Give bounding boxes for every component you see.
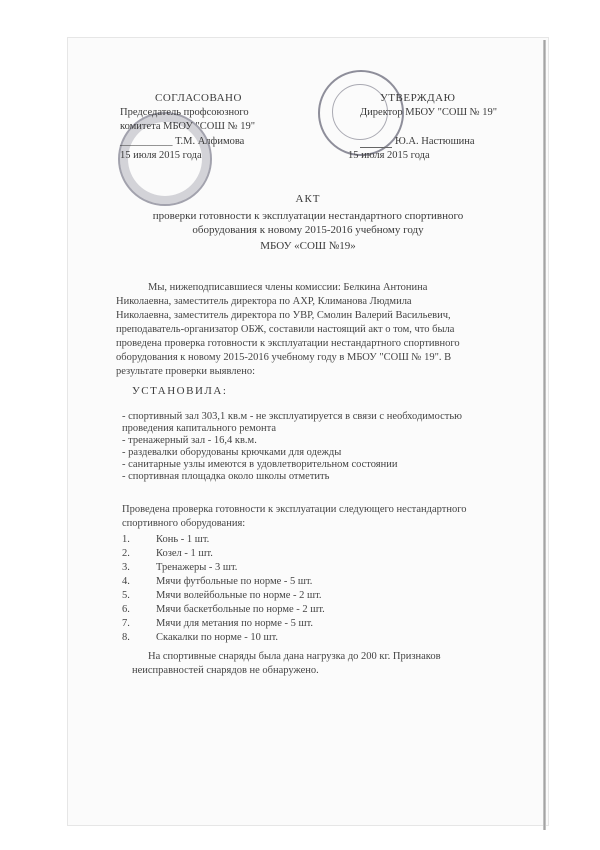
paragraph-line: Николаевна, заместитель директора по УВР, Смолин Валерий Васильевич, <box>116 310 451 321</box>
paragraph-line: Мы, нижеподписавшиеся члены комиссии: Белкина Антонина <box>148 282 428 293</box>
approval-right-line: Ю.А. Настюшина <box>395 136 475 147</box>
item-text: Мячи для метания по норме - 5 шт. <box>156 618 313 629</box>
finding-line: - санитарные узлы имеются в удовлетворительном состоянии <box>122 459 398 470</box>
finding-line: - раздевалки оборудованы крючками для одежды <box>122 447 342 458</box>
approval-left-line: __________ Т.М. Алфимова <box>120 136 245 147</box>
document-title: АКТ <box>295 193 321 205</box>
paragraph-line: Николаевна, заместитель директора по АХР, Климанова Людмила <box>116 296 412 307</box>
approval-right-heading: УТВЕРЖДАЮ <box>380 92 456 104</box>
paragraph-line: проведена проверка готовности к эксплуатации нестандартного спортивного <box>116 338 460 349</box>
item-number: 5. <box>122 590 130 601</box>
page-edge-shadow <box>543 40 546 830</box>
approval-right-line: Директор МБОУ "СОШ № 19" <box>360 107 498 118</box>
item-number: 6. <box>122 604 130 615</box>
document-subtitle: проверки готовности к эксплуатации нестандартного спортивного <box>152 210 464 222</box>
item-text: Мячи волейбольные по норме - 2 шт. <box>156 590 322 601</box>
approval-left-line: 15 июля 2015 года <box>120 150 202 161</box>
approval-right-line: 15 июля 2015 года <box>348 150 430 161</box>
item-number: 8. <box>122 632 130 643</box>
item-number: 4. <box>122 576 130 587</box>
findings-list <box>122 410 462 482</box>
item-text: Мячи баскетбольные по норме - 2 шт. <box>156 604 325 615</box>
item-number: 7. <box>122 618 130 629</box>
final-paragraph <box>132 650 441 678</box>
finding-line: - тренажерный зал - 16,4 кв.м. <box>122 435 257 446</box>
paragraph-line: спортивного оборудования: <box>122 518 246 529</box>
item-text: Мячи футбольные по норме - 5 шт. <box>156 576 313 587</box>
approval-left-heading: СОГЛАСОВАНО <box>155 92 242 104</box>
paragraph-line: результате проверки выявлено: <box>116 366 255 377</box>
item-number: 2. <box>122 548 130 559</box>
check-paragraph <box>122 503 467 531</box>
item-number: 3. <box>122 562 130 573</box>
item-text: Скакалки по норме - 10 шт. <box>156 632 279 643</box>
paragraph-line: неисправностей снарядов не обнаружено. <box>132 665 319 676</box>
paragraph-line: Проведена проверка готовности к эксплуатации следующего нестандартного <box>122 504 467 515</box>
school-name: МБОУ «СОШ №19» <box>260 240 356 252</box>
approval-left-line: комитета МБОУ "СОШ № 19" <box>120 121 255 132</box>
document-subtitle: оборудования к новому 2015-2016 учебному году <box>192 224 424 236</box>
paragraph-line: На спортивные снаряды была дана нагрузка до 200 кг. Признаков <box>148 651 441 662</box>
item-text: Тренажеры - 3 шт. <box>156 562 238 573</box>
finding-line: проведения капитального ремонта <box>122 423 277 434</box>
approval-left-line: Председатель профсоюзного <box>120 107 249 118</box>
paragraph-line: преподаватель-организатор ОБЖ, составили настоящий акт о том, что была <box>116 324 455 335</box>
item-number: 1. <box>122 534 130 545</box>
finding-line: - спортивный зал 303,1 кв.м - не эксплуатируется в связи с необходимостью <box>122 411 462 422</box>
item-text: Конь - 1 шт. <box>156 534 210 545</box>
paragraph-line: оборудования к новому 2015-2016 учебному году в МБОУ "СОШ № 19". В <box>116 352 452 363</box>
signature-line <box>360 147 392 148</box>
intro-paragraph <box>116 281 516 379</box>
finding-line: - спортивная площадка около школы отметить <box>122 471 330 482</box>
item-text: Козел - 1 шт. <box>156 548 213 559</box>
section-heading: УСТАНОВИЛА: <box>132 385 228 397</box>
